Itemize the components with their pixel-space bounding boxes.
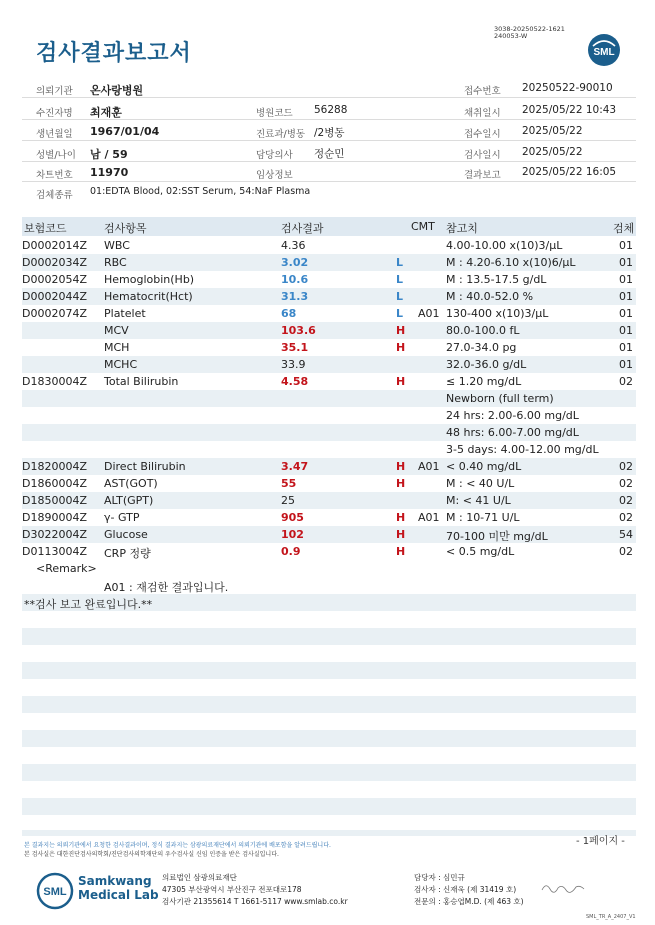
test-name: γ- GTP [104, 511, 140, 524]
collect-time: 2025/05/22 10:43 [522, 104, 617, 116]
chart-number: 11970 [90, 166, 129, 179]
result-flag: L [396, 290, 404, 303]
test-result: 4.58 [281, 375, 309, 388]
remark-label: <Remark> [36, 562, 97, 575]
result-flag: L [396, 273, 404, 286]
info-row [22, 142, 636, 162]
page-number: - 1페이지 - [576, 836, 625, 847]
label: 차트번호 [36, 170, 73, 181]
test-name: Hemoglobin(Hb) [104, 273, 195, 286]
specimen-code: 01 [619, 256, 633, 269]
remark-row [22, 560, 636, 577]
label: 생년월일 [36, 129, 73, 140]
department: /2병동 [314, 127, 345, 139]
lab-address [162, 872, 348, 908]
empty-row [22, 730, 636, 747]
specimen-code: 01 [619, 324, 633, 337]
result-flag: H [396, 460, 406, 473]
result-flag: H [396, 477, 406, 490]
test-name: RBC [104, 256, 127, 269]
test-name: MCV [104, 324, 129, 337]
test-result: 68 [281, 307, 297, 320]
reference-range: 48 hrs: 6.00-7.00 mg/dL [446, 426, 579, 439]
test-date: 2025/05/22 [522, 146, 583, 158]
result-flag: H [396, 545, 406, 558]
remark-row [22, 594, 636, 611]
empty-row [22, 830, 636, 836]
label: 진료과/병동 [256, 129, 306, 140]
test-code: D0113004Z [22, 545, 87, 558]
test-result: 55 [281, 477, 297, 490]
brand-name [78, 874, 159, 902]
signature-icon [540, 880, 586, 894]
test-name: CRP 정량 [104, 547, 151, 560]
doc-no-2: 240053-W [494, 32, 528, 40]
header-result: 검사결과 [281, 222, 324, 235]
reference-range: 27.0-34.0 pg [446, 341, 517, 354]
specimen-code: 54 [619, 528, 633, 541]
reference-range: ≤ 1.20 mg/dL [446, 375, 522, 388]
table-row [22, 322, 636, 339]
specimen-code: 01 [619, 273, 633, 286]
result-flag: L [396, 256, 404, 269]
comment-code: A01 [418, 460, 440, 473]
specimen-code: 02 [619, 494, 633, 507]
test-code: D0002034Z [22, 256, 87, 269]
report-complete: **검사 보고 완료입니다.** [24, 598, 153, 611]
result-flag: H [396, 324, 406, 337]
reference-range: M : < 40 U/L [446, 477, 515, 490]
specimen-code: 02 [619, 375, 633, 388]
addr-line: 검사기관 21355614 T 1661-5117 www.smlab.co.kr [162, 897, 348, 906]
test-name: Direct Bilirubin [104, 460, 186, 473]
table-row [22, 373, 636, 390]
reference-range: < 0.40 mg/dL [446, 460, 522, 473]
table-row [22, 543, 636, 560]
reference-range: M : 13.5-17.5 g/dL [446, 273, 547, 286]
empty-row [22, 662, 636, 679]
test-code: D1820004Z [22, 460, 87, 473]
result-flag: H [396, 511, 406, 524]
receipt-date: 2025/05/22 [522, 125, 583, 137]
doc-no-1: 3038-20250522-1621 [494, 25, 565, 33]
table-row [22, 390, 636, 407]
test-name: Glucose [104, 528, 148, 541]
table-row [22, 492, 636, 509]
reference-range: M: < 41 U/L [446, 494, 511, 507]
results-table-header [22, 217, 636, 236]
test-code: D1890004Z [22, 511, 87, 524]
label: 병원코드 [256, 108, 293, 119]
test-name: MCHC [104, 358, 138, 371]
test-result: 3.02 [281, 256, 309, 269]
test-name: AST(GOT) [104, 477, 158, 490]
label: 접수번호 [464, 86, 501, 97]
header-code: 보험코드 [24, 222, 67, 235]
test-code: D0002044Z [22, 290, 87, 303]
header-cmt: CMT [411, 220, 435, 233]
header-name: 검사항목 [104, 222, 147, 235]
specimen-code: 01 [619, 307, 633, 320]
logo-text: SML [593, 47, 615, 58]
table-row [22, 475, 636, 492]
table-row [22, 339, 636, 356]
table-row [22, 288, 636, 305]
comment-code: A01 [418, 511, 440, 524]
specimen-code: 02 [619, 460, 633, 473]
doctor-name: 정순민 [314, 148, 345, 160]
test-code: D1850004Z [22, 494, 87, 507]
result-flag: H [396, 528, 406, 541]
label: 수진자명 [36, 108, 73, 119]
test-result: 35.1 [281, 341, 309, 354]
remark-row [22, 577, 636, 594]
table-row [22, 254, 636, 271]
empty-row [22, 696, 636, 713]
test-code: D1830004Z [22, 375, 87, 388]
reference-range: M : 40.0-52.0 % [446, 290, 534, 303]
test-name: MCH [104, 341, 130, 354]
footer-notice: 본 결과지는 의뢰기관에서 요청한 검사결과이며, 정식 결과지는 삼광의료재단에서 의뢰기관에 배포함을 알려드립니다. [24, 842, 331, 849]
reference-range: M : 4.20-6.10 x(10)6/μL [446, 256, 576, 269]
test-result: 3.47 [281, 460, 309, 473]
test-code: D0002074Z [22, 307, 87, 320]
test-result: 103.6 [281, 324, 316, 337]
header-specimen: 검체 [613, 222, 635, 235]
test-name: WBC [104, 239, 130, 252]
reference-range: 24 hrs: 2.00-6.00 mg/dL [446, 409, 579, 422]
remark-text: A01 : 재검한 결과입니다. [104, 581, 229, 594]
table-row [22, 441, 636, 458]
samkwang-logo-icon [36, 872, 74, 910]
reference-range: 3-5 days: 4.00-12.00 mg/dL [446, 443, 599, 456]
brand-line-1: Samkwang [78, 874, 152, 888]
result-flag: H [396, 341, 406, 354]
staff-line: 담당자 : 심민규 [414, 873, 465, 882]
birth-date: 1967/01/04 [90, 125, 160, 138]
specimen-code: 01 [619, 341, 633, 354]
form-id: SML_TR_A_2407_V1 [586, 914, 636, 920]
test-result: 33.9 [281, 358, 306, 371]
empty-row [22, 628, 636, 645]
table-row [22, 237, 636, 254]
specimen-code: 02 [619, 545, 633, 558]
result-flag: L [396, 307, 404, 320]
empty-row [22, 798, 636, 815]
test-name: Total Bilirubin [104, 375, 179, 388]
info-row [22, 100, 636, 120]
test-name: Hematocrit(Hct) [104, 290, 193, 303]
info-row [22, 78, 636, 98]
test-result: 0.9 [281, 545, 301, 558]
result-flag: H [396, 375, 406, 388]
reference-range: 70-100 미만 mg/dL [446, 530, 548, 543]
test-result: 4.36 [281, 239, 306, 252]
patient-name: 최재훈 [90, 106, 122, 119]
test-result: 102 [281, 528, 304, 541]
staff-line: 검사자 : 신재욱 (제 31419 호) [414, 885, 517, 894]
addr-line: 의료법인 삼광의료재단 [162, 873, 237, 882]
test-code: D0002014Z [22, 239, 87, 252]
label: 검사일시 [464, 150, 501, 161]
specimen-code: 02 [619, 511, 633, 524]
receipt-number: 20250522-90010 [522, 82, 613, 94]
info-row [22, 162, 636, 182]
report-time: 2025/05/22 16:05 [522, 166, 617, 178]
table-row [22, 407, 636, 424]
reference-range: Newborn (full term) [446, 392, 554, 405]
staff-line: 전문의 : 홍승엽M.D. (제 463 호) [414, 897, 524, 906]
reference-range: 4.00-10.00 x(10)3/μL [446, 239, 563, 252]
test-result: 10.6 [281, 273, 309, 286]
info-row [22, 182, 636, 202]
comment-code: A01 [418, 307, 440, 320]
header-ref: 참고치 [446, 222, 478, 235]
table-row [22, 356, 636, 373]
empty-row [22, 764, 636, 781]
specimen-code: 01 [619, 239, 633, 252]
specimen-code: 01 [619, 358, 633, 371]
test-code: D1860004Z [22, 477, 87, 490]
hospital-name: 온사랑병원 [90, 84, 144, 97]
label: 검체종류 [36, 190, 73, 201]
sex-age: 남 / 59 [90, 148, 128, 161]
table-row [22, 271, 636, 288]
label: 성별/나이 [36, 150, 76, 161]
sml-logo-icon [587, 33, 621, 67]
specimen-types: 01:EDTA Blood, 02:SST Serum, 54:NaF Plasma [90, 186, 311, 197]
table-row [22, 424, 636, 441]
test-code: D0002054Z [22, 273, 87, 286]
report-title: 검사결과보고서 [36, 41, 192, 66]
reference-range: 32.0-36.0 g/dL [446, 358, 527, 371]
test-result: 905 [281, 511, 304, 524]
label: 임상정보 [256, 170, 293, 181]
test-result: 31.3 [281, 290, 309, 303]
reference-range: M : 10-71 U/L [446, 511, 520, 524]
document-number [494, 26, 565, 40]
label: 채취일시 [464, 108, 501, 119]
hospital-code: 56288 [314, 104, 348, 116]
specimen-code: 01 [619, 290, 633, 303]
label: 결과보고 [464, 170, 501, 181]
label: 의뢰기관 [36, 86, 73, 97]
table-row [22, 305, 636, 322]
staff-info [414, 872, 524, 908]
label: 담당의사 [256, 150, 293, 161]
reference-range: 130-400 x(10)3/μL [446, 307, 549, 320]
specimen-code: 02 [619, 477, 633, 490]
test-result: 25 [281, 494, 295, 507]
brand-line-2: Medical Lab [78, 888, 159, 902]
reference-range: 80.0-100.0 fL [446, 324, 520, 337]
footer-accreditation: 본 검사실은 대한진단검사의학회/진단검사의학재단의 우수검사실 신임 인증을 받은 검사실입니다. [24, 851, 279, 858]
table-row [22, 509, 636, 526]
test-code: D3022004Z [22, 528, 87, 541]
table-row [22, 526, 636, 543]
info-row [22, 121, 636, 141]
label: 접수일시 [464, 129, 501, 140]
brand-logo-text: SML [43, 886, 67, 898]
test-name: ALT(GPT) [104, 494, 154, 507]
table-row [22, 458, 636, 475]
reference-range: < 0.5 mg/dL [446, 545, 515, 558]
addr-line: 47305 부산광역시 부산진구 전포대로178 [162, 885, 302, 894]
test-name: Platelet [104, 307, 146, 320]
